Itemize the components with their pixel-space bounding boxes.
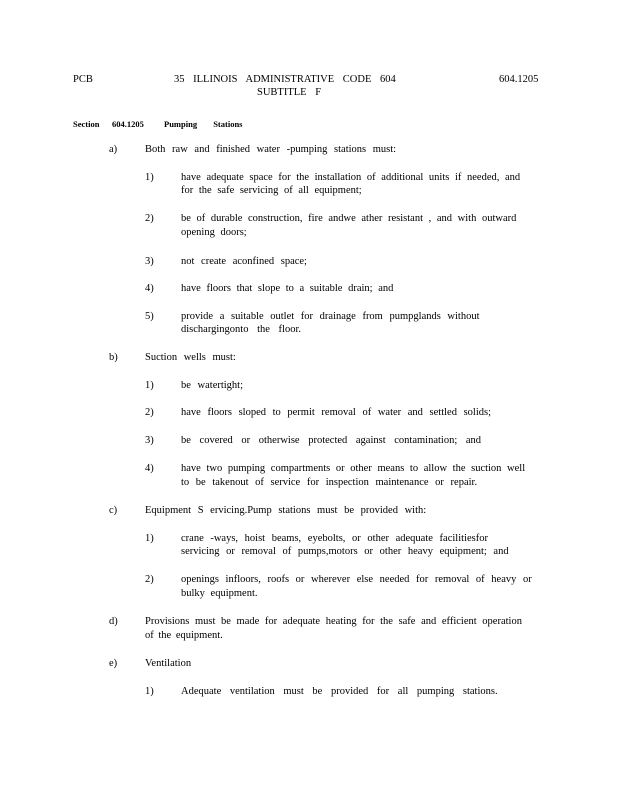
item-b1-marker: 1) — [145, 380, 154, 391]
item-e-marker: e) — [109, 658, 118, 669]
item-d-marker: d) — [109, 616, 118, 627]
item-c2-line1: openings infloors, roofs or wherever else needed for removal of heavy or — [181, 574, 532, 585]
item-a1-line1: have adequate space for the installation of additional units if needed, and — [181, 172, 521, 183]
item-a2-marker: 2) — [145, 213, 154, 224]
item-a4-marker: 4) — [145, 283, 154, 294]
item-c2-line2: bulky equipment. — [181, 588, 258, 599]
item-a5-line1: provide a suitable outlet for drainage from pumpglands without — [181, 311, 480, 322]
item-b-marker: b) — [109, 352, 118, 363]
item-e1-line1: Adequate ventilation must be provided for all pumping stations. — [181, 686, 498, 697]
header-right: 604.1205 — [499, 74, 539, 85]
item-b2-marker: 2) — [145, 407, 154, 418]
item-a4-line1: have floors that slope to a suitable drain; and — [181, 283, 394, 294]
section-number: 604.1205 — [112, 119, 144, 129]
header-left: PCB — [73, 74, 93, 85]
item-d-text: Provisions must be made for adequate heating for the safe and efficient operation — [145, 616, 522, 627]
section-label: Section — [73, 119, 100, 129]
item-e-text: Ventilation — [145, 658, 192, 669]
item-a5-marker: 5) — [145, 311, 154, 322]
item-a2-line1: be of durable construction, fire andwe ather resistant , and with outward — [181, 213, 517, 224]
item-e1-marker: 1) — [145, 686, 154, 697]
item-a1-line2: for the safe servicing of all equipment; — [181, 185, 362, 196]
item-b3-marker: 3) — [145, 435, 154, 446]
item-b-text: Suction wells must: — [145, 352, 236, 363]
item-a2-line2: opening doors; — [181, 227, 247, 238]
item-a3-line1: not create aconfined space; — [181, 256, 307, 267]
item-c-text: Equipment S ervicing.Pump stations must be provided with: — [145, 505, 427, 516]
item-b3-line1: be covered or otherwise protected against contamination; and — [181, 435, 482, 446]
item-b4-marker: 4) — [145, 463, 154, 474]
item-a-text: Both raw and finished water -pumping stations must: — [145, 144, 397, 155]
item-a-marker: a) — [109, 144, 118, 155]
item-c-marker: c) — [109, 505, 118, 516]
item-a1-marker: 1) — [145, 172, 154, 183]
item-a5-line2: dischargingonto the floor. — [181, 324, 301, 335]
item-b2-line1: have floors sloped to permit removal of water and settled solids; — [181, 407, 492, 418]
header-center-line1: 35 ILLINOIS ADMINISTRATIVE CODE 604 — [174, 74, 396, 85]
header-center-line2: SUBTITLE F — [257, 87, 322, 98]
item-b4-line2: to be takenout of service for inspection maintenance or repair. — [181, 477, 478, 488]
section-title: Pumping Stations — [164, 119, 243, 129]
item-c1-marker: 1) — [145, 533, 154, 544]
item-c1-line1: crane -ways, hoist beams, eyebolts, or other adequate facilitiesfor — [181, 533, 488, 544]
item-d-text2: of the equipment. — [145, 630, 223, 641]
item-b4-line1: have two pumping compartments or other means to allow the suction well — [181, 463, 526, 474]
item-b1-line1: be watertight; — [181, 380, 244, 391]
item-c1-line2: servicing or removal of pumps,motors or other heavy equipment; and — [181, 546, 509, 557]
item-a3-marker: 3) — [145, 256, 154, 267]
item-c2-marker: 2) — [145, 574, 154, 585]
